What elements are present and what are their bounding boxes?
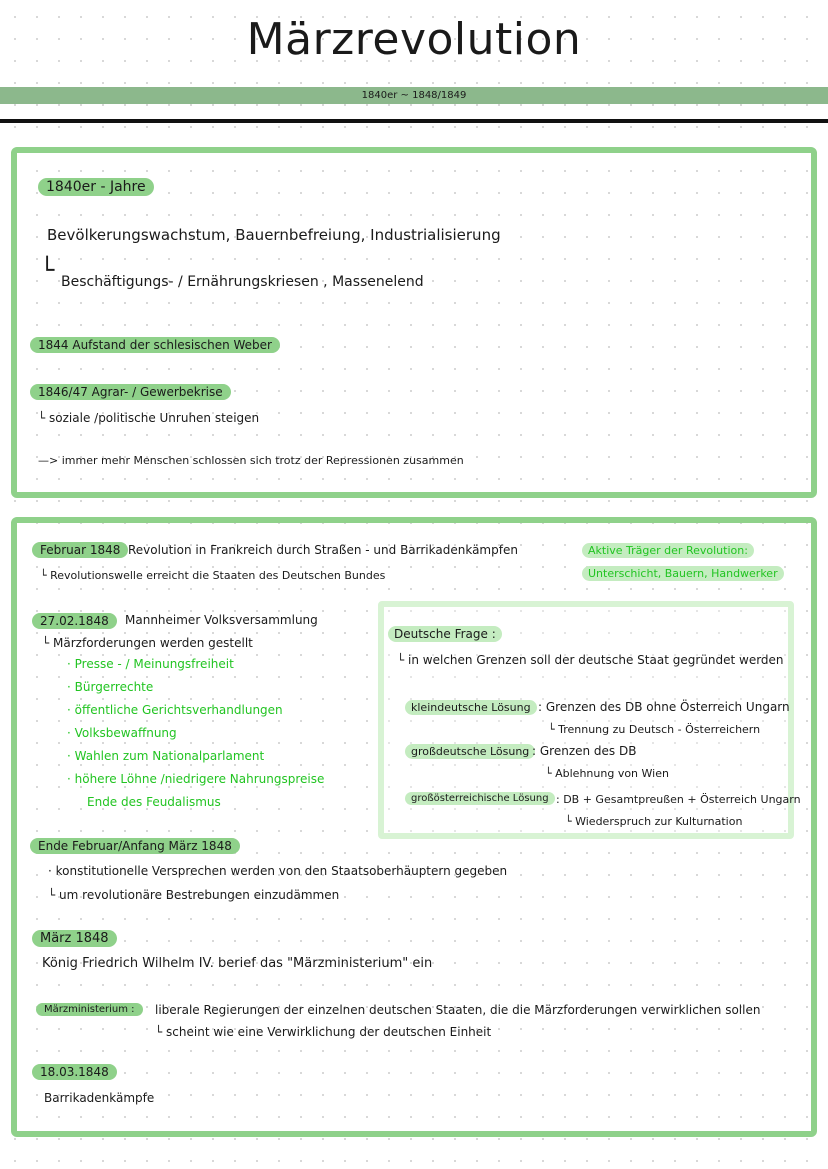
- text-feb-sub: └ Revolutionswelle erreicht die Staaten des Deutschen Bundes: [40, 569, 386, 582]
- text-contain-revolution: └ um revolutionäre Bestrebungen einzudämmen: [48, 888, 340, 902]
- sub-maerzministerium: └ scheint wie eine Verwirklichung der deutschen Einheit: [155, 1025, 492, 1039]
- demand-item: · Bürgerrechte: [67, 680, 154, 694]
- demand-item: · öffentliche Gerichtsverhandlungen: [67, 703, 283, 717]
- label-grossdeutsch: großdeutsche Lösung: [405, 744, 535, 759]
- heading-maerz-1848: März 1848: [32, 930, 117, 947]
- heading-1840s: 1840er - Jahre: [38, 178, 154, 196]
- demand-item: · höhere Löhne /niedrigere Nahrungspreise: [67, 772, 325, 786]
- heading-feb-1848: Februar 1848: [32, 542, 128, 558]
- demand-item: · Volksbewaffnung: [67, 726, 177, 740]
- text-kleindeutsch: : Grenzen des DB ohne Österreich Ungarn: [538, 700, 790, 714]
- sub-grossoesterreich: └ Wiederspruch zur Kulturnation: [565, 815, 743, 828]
- label-kleindeutsch: kleindeutsche Lösung: [405, 700, 537, 715]
- note-active-actors-title: Aktive Träger der Revolution:: [582, 543, 754, 558]
- label-grossoesterreich: großösterreichische Lösung: [405, 792, 555, 805]
- period-band: [0, 87, 828, 104]
- sub-kleindeutsch: └ Trennung zu Deutsch - Österreichern: [548, 723, 761, 736]
- text-repression: —> immer mehr Menschen schlossen sich trotz der Repressionen zusammen: [38, 454, 464, 467]
- page-title: Märzrevolution: [246, 14, 582, 65]
- text-unrest: └ soziale /politische Unruhen steigen: [38, 411, 260, 425]
- demand-item: Ende des Feudalismus: [87, 795, 221, 809]
- text-feb-1848: Revolution in Frankreich durch Straßen - und Barrikadenkämpfen: [128, 543, 518, 557]
- divider-rule: [0, 119, 828, 123]
- heading-german-question: Deutsche Frage :: [388, 626, 502, 642]
- demand-item: · Presse - / Meinungsfreiheit: [67, 657, 234, 671]
- heading-end-feb-1848: Ende Februar/Anfang März 1848: [30, 838, 240, 854]
- demand-item: · Wahlen zum Nationalparlament: [67, 749, 265, 763]
- note-active-actors-list: Unterschicht, Bauern, Handwerker: [582, 566, 784, 581]
- text-grossoesterreich: : DB + Gesamtpreußen + Österreich Ungarn: [556, 793, 801, 806]
- text-demands-intro: └ Märzforderungen werden gestellt: [42, 636, 253, 650]
- heading-27-02-1848: 27.02.1848: [32, 613, 117, 629]
- section-1840s: [11, 147, 817, 498]
- sub-grossdeutsch: └ Ablehnung von Wien: [545, 767, 669, 780]
- heading-1846: 1846/47 Agrar- / Gewerbekrise: [30, 384, 231, 400]
- text-crises: Beschäftigungs- / Ernährungskriesen , Massenelend: [61, 274, 424, 290]
- heading-18-03-1848: 18.03.1848: [32, 1064, 117, 1080]
- text-maerzministerium-call: König Friedrich Wilhelm IV. berief das "Märzministerium" ein: [42, 956, 433, 971]
- arrow-causes: └: [40, 256, 55, 284]
- text-maerzministerium: liberale Regierungen der einzelnen deutschen Staaten, die die Märzforderungen verwirklichen sollen: [155, 1003, 761, 1017]
- period-label: 1840er ~ 1848/1849: [361, 90, 467, 101]
- heading-1844: 1844 Aufstand der schlesischen Weber: [30, 337, 280, 353]
- text-grossdeutsch: : Grenzen des DB: [532, 744, 637, 758]
- label-maerzministerium: Märzministerium :: [36, 1003, 143, 1016]
- text-causes: Bevölkerungswachstum, Bauernbefreiung, Industrialisierung: [47, 226, 501, 244]
- text-barricade-fights: Barrikadenkämpfe: [44, 1091, 155, 1105]
- text-german-question: └ in welchen Grenzen soll der deutsche Staat gegründet werden: [397, 653, 784, 667]
- text-mannheim: Mannheimer Volksversammlung: [125, 613, 318, 627]
- text-constitutional-promises: · konstitutionelle Versprechen werden von den Staatsoberhäuptern gegeben: [48, 864, 508, 878]
